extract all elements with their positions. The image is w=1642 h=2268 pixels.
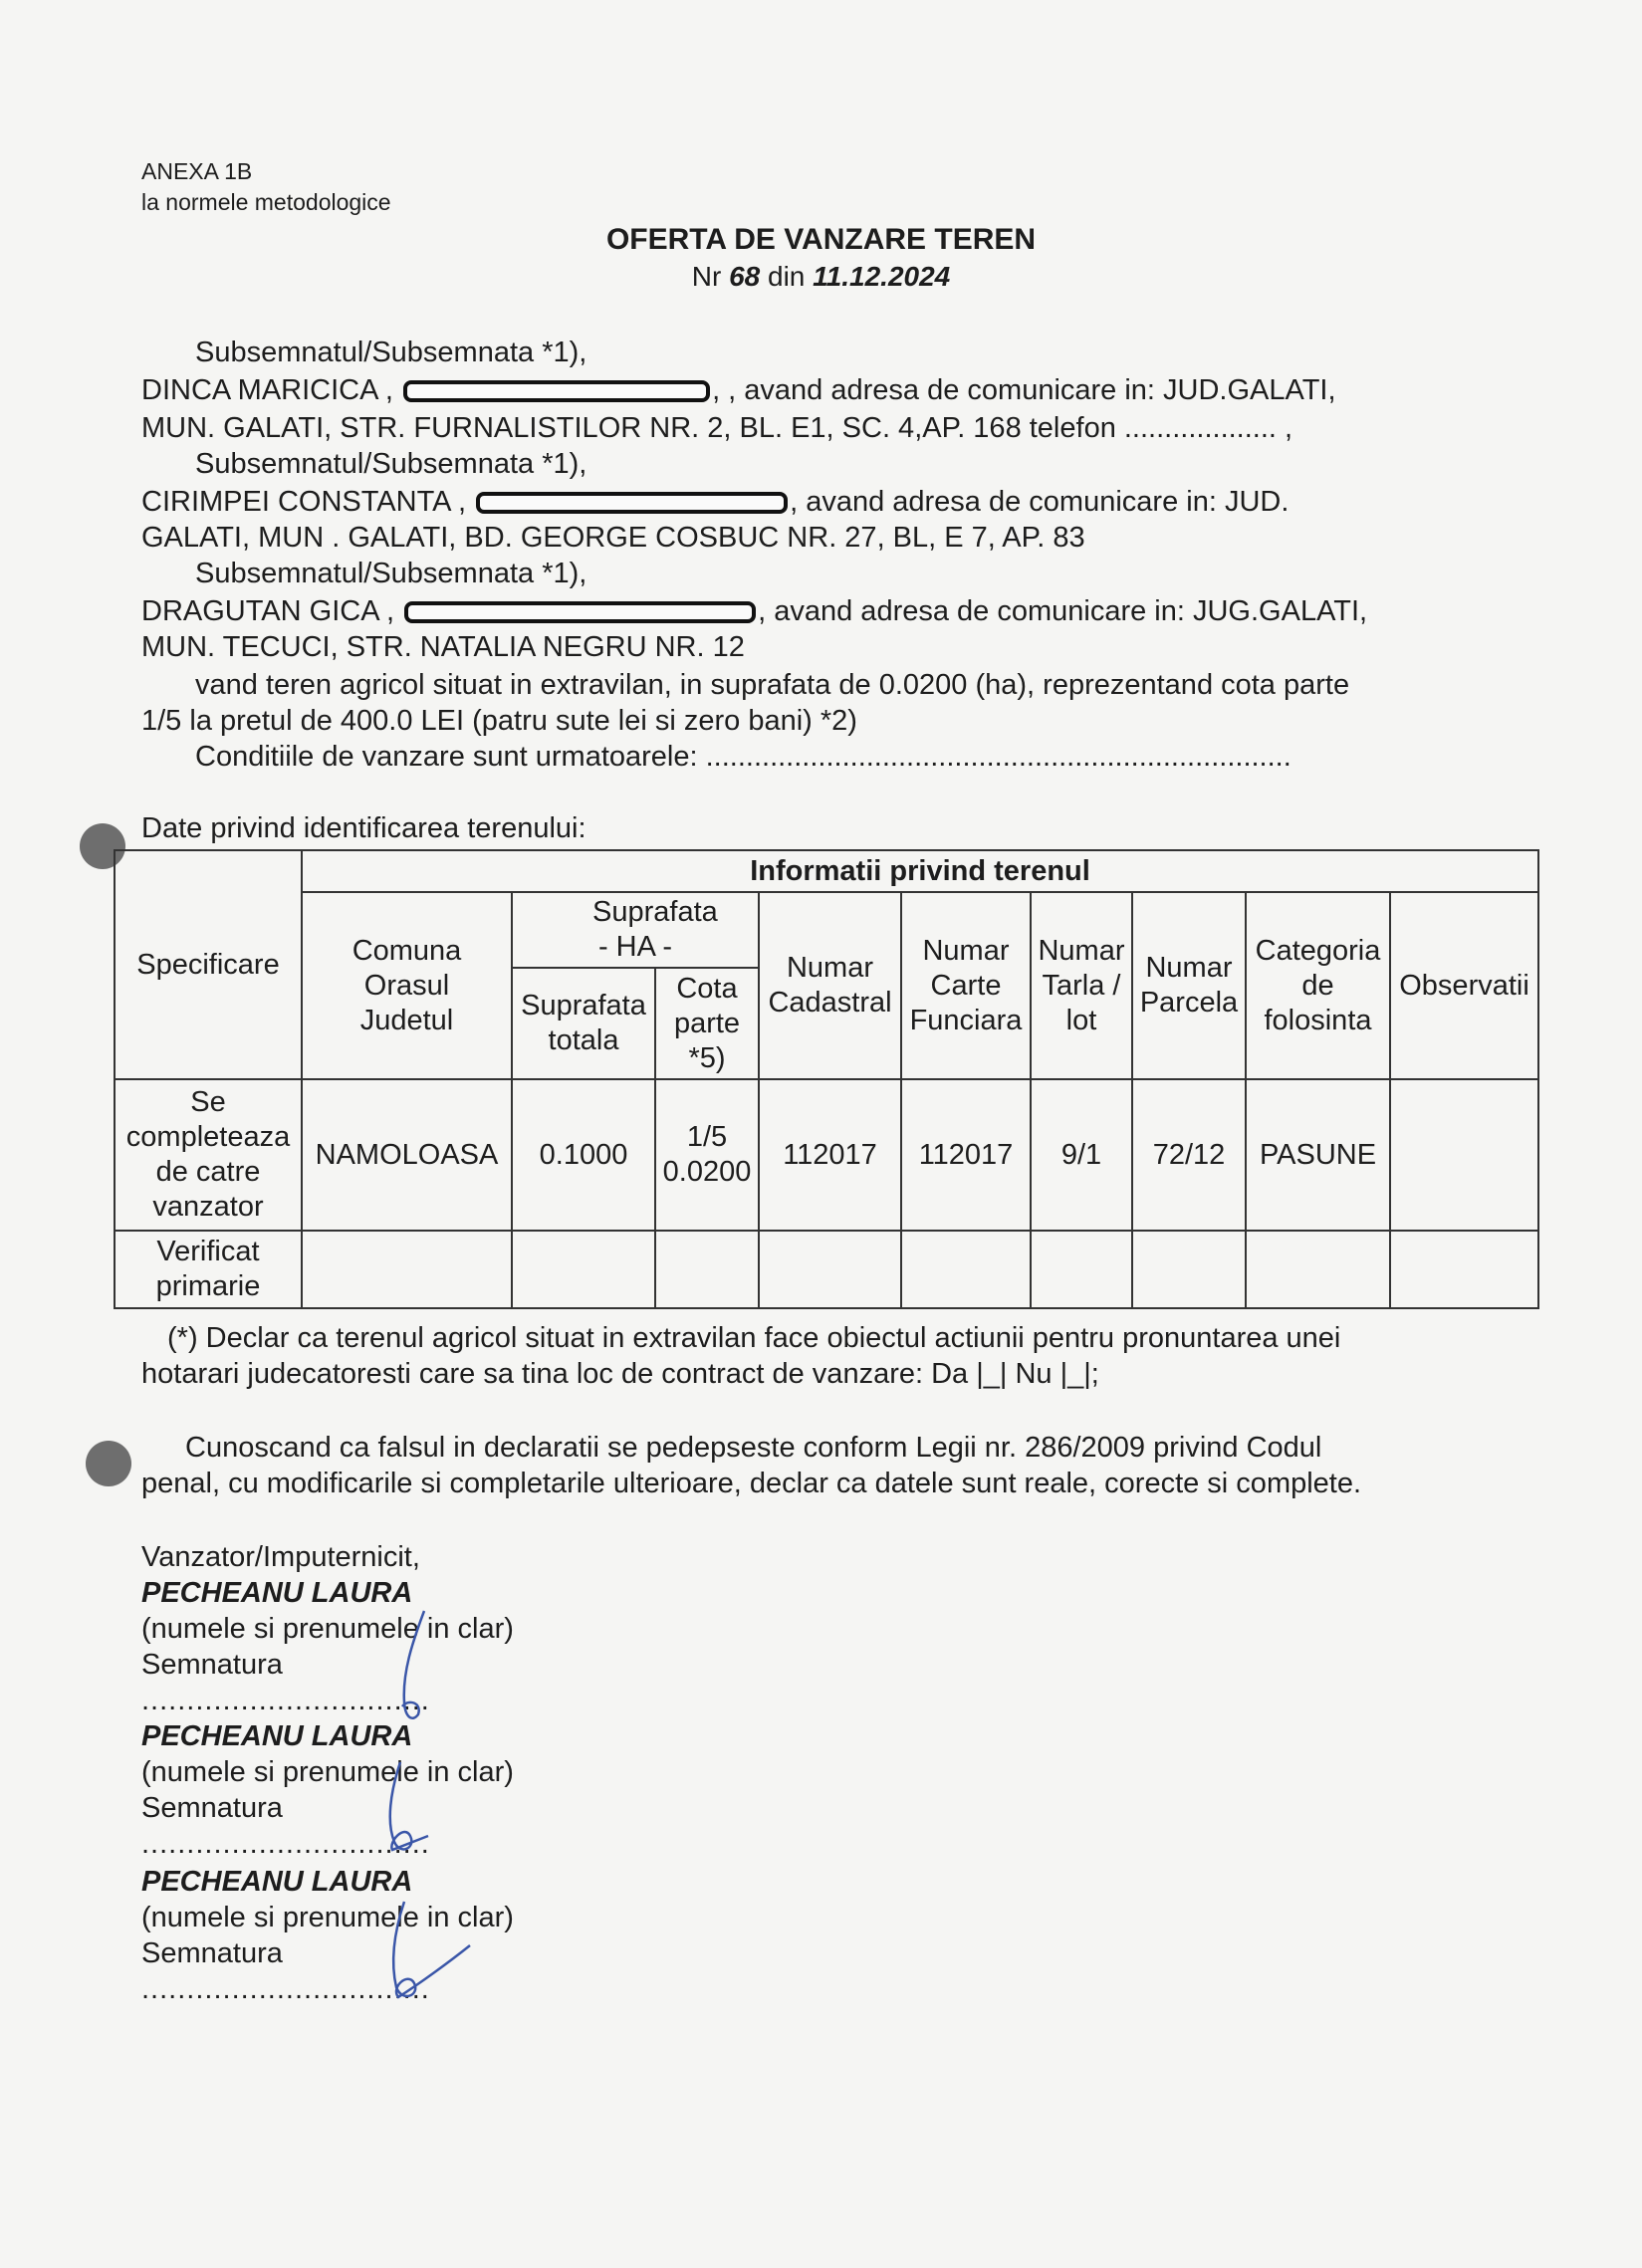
document-title: OFERTA DE VANZARE TEREN: [605, 223, 1037, 256]
cota-value: 0.0200: [662, 1156, 752, 1188]
signature-label-3: Semnatura: [141, 1937, 283, 1969]
sale-conditions: Conditiile de vanzare sunt urmatoarele: .........................................................................: [195, 741, 1291, 773]
seller-2-line1: [141, 484, 1289, 520]
header-categoria: Categoria de folosinta: [1246, 892, 1390, 1079]
cell-categoria: PASUNE: [1246, 1079, 1390, 1231]
signature-name-2: PECHEANU LAURA: [141, 1720, 413, 1752]
seller-2-address-start: , avand adresa de comunicare in: JUD.: [790, 486, 1290, 518]
legal-line-1: Cunoscand ca falsul in declaratii se pedepseste conform Legii nr. 286/2009 privind Codul: [185, 1432, 1322, 1464]
seller-1-intro: Subsemnatul/Subsemnata *1),: [195, 337, 587, 368]
seller-1-name: DINCA MARICICA ,: [141, 374, 393, 406]
table-row: [115, 1079, 1538, 1231]
cell-carte-funciara: 112017: [901, 1079, 1031, 1231]
header-observatii: Observatii: [1390, 892, 1538, 1079]
header-comuna: Comuna Orasul Judetul: [302, 892, 512, 1079]
seller-role: Vanzator/Imputernicit,: [141, 1541, 420, 1573]
signature-hint-3: (numele si prenumele in clar): [141, 1902, 514, 1933]
handwritten-signature-1: [372, 1603, 452, 1732]
seller-3-name: DRAGUTAN GICA ,: [141, 595, 395, 627]
cell-suprafata-totala: 0.1000: [512, 1079, 655, 1231]
sale-line-1: vand teren agricol situat in extravilan, in suprafata de 0.0200 (ha), reprezentand cota parte: [195, 669, 1350, 701]
header-informatii-teren: Informatii privind terenul: [302, 850, 1538, 892]
signature-hint-2: (numele si prenumele in clar): [141, 1756, 514, 1788]
cell-parcela: 72/12: [1132, 1079, 1246, 1231]
header-cota-parte: Cota parte *5): [655, 968, 759, 1079]
table-row: [115, 1231, 1538, 1308]
seller-2-intro: Subsemnatul/Subsemnata *1),: [195, 448, 587, 480]
document-date: 11.12.2024: [813, 261, 951, 292]
signature-line-1: ................................: [141, 1685, 430, 1716]
document-number: 68: [729, 261, 761, 292]
seller-1-address: MUN. GALATI, STR. FURNALISTILOR NR. 2, BL. E1, SC. 4,AP. 168 telefon ................... ,: [141, 412, 1293, 444]
seller-2-address: GALATI, MUN . GALATI, BD. GEORGE COSBUC NR. 27, BL, E 7, AP. 83: [141, 522, 1085, 554]
cell-comuna: NAMOLOASA: [302, 1079, 512, 1231]
row-label-primarie: Verificat primarie: [115, 1231, 302, 1308]
handwritten-signature-2: [358, 1752, 468, 1862]
header-suprafata-totala: Suprafata totala: [512, 968, 655, 1079]
legal-line-2: penal, cu modificarile si completarile ulterioare, declar ca datele sunt reale, corecte si complete.: [141, 1468, 1362, 1499]
seller-3-address-start: , avand adresa de comunicare in: JUG.GALATI,: [758, 595, 1368, 627]
seller-2-name: CIRIMPEI CONSTANTA ,: [141, 486, 467, 518]
header-carte-funciara: Numar Carte Funciara: [901, 892, 1031, 1079]
header-cadastral: Numar Cadastral: [759, 892, 901, 1079]
row-label-vanzator: Se completeaza de catre vanzator: [115, 1079, 302, 1231]
cota-fraction: 1/5: [686, 1121, 728, 1153]
signature-label-2: Semnatura: [141, 1792, 283, 1824]
document-number-line: [0, 261, 1642, 293]
cell-tarla: 9/1: [1031, 1079, 1132, 1231]
table-caption: Date privind identificarea terenului:: [141, 812, 586, 844]
annex-subtitle: la normele metodologice: [141, 189, 391, 215]
seller-1-line1: [141, 372, 1336, 408]
nr-mid: din: [768, 261, 806, 292]
sale-line-2: 1/5 la pretul de 400.0 LEI (patru sute lei si zero bani) *2): [141, 705, 857, 737]
seller-3-line1: [141, 593, 1367, 629]
cell-cadastral: 112017: [759, 1079, 901, 1231]
header-parcela: Numar Parcela: [1132, 892, 1246, 1079]
redacted-cnp-2: [476, 492, 788, 514]
signature-hint-1: (numele si prenumele in clar): [141, 1613, 514, 1645]
cell-observatii: [1390, 1079, 1538, 1231]
redacted-cnp-3: [404, 601, 756, 623]
signature-name-1: PECHEANU LAURA: [141, 1577, 413, 1609]
signature-name-3: PECHEANU LAURA: [141, 1866, 413, 1898]
handwritten-signature-3: [360, 1892, 490, 2021]
redacted-cnp-1: [403, 380, 710, 402]
declaration-line-1: (*) Declar ca terenul agricol situat in extravilan face obiectul actiunii pentru pronuntarea unei: [167, 1322, 1341, 1354]
signature-line-3: ................................: [141, 1973, 430, 2005]
header-tarla: Numar Tarla / lot: [1031, 892, 1132, 1079]
land-info-table: [114, 849, 1539, 1309]
seller-1-address-start: , , avand adresa de comunicare in: JUD.GALATI,: [712, 374, 1336, 406]
signature-line-2: ................................: [141, 1828, 430, 1860]
punch-hole-bottom: [86, 1441, 131, 1486]
nr-prefix: Nr: [691, 261, 722, 292]
cell-cota-parte: [655, 1079, 759, 1231]
seller-3-address: MUN. TECUCI, STR. NATALIA NEGRU NR. 12: [141, 631, 745, 663]
header-suprafata: Suprafata - HA -: [512, 892, 759, 968]
declaration-line-2: hotarari judecatoresti care sa tina loc de contract de vanzare: Da |_| Nu |_|;: [141, 1358, 1099, 1390]
annex-label: ANEXA 1B: [141, 158, 253, 184]
seller-3-intro: Subsemnatul/Subsemnata *1),: [195, 558, 587, 589]
signature-label-1: Semnatura: [141, 1649, 283, 1681]
header-specificare: Specificare: [115, 850, 302, 1079]
